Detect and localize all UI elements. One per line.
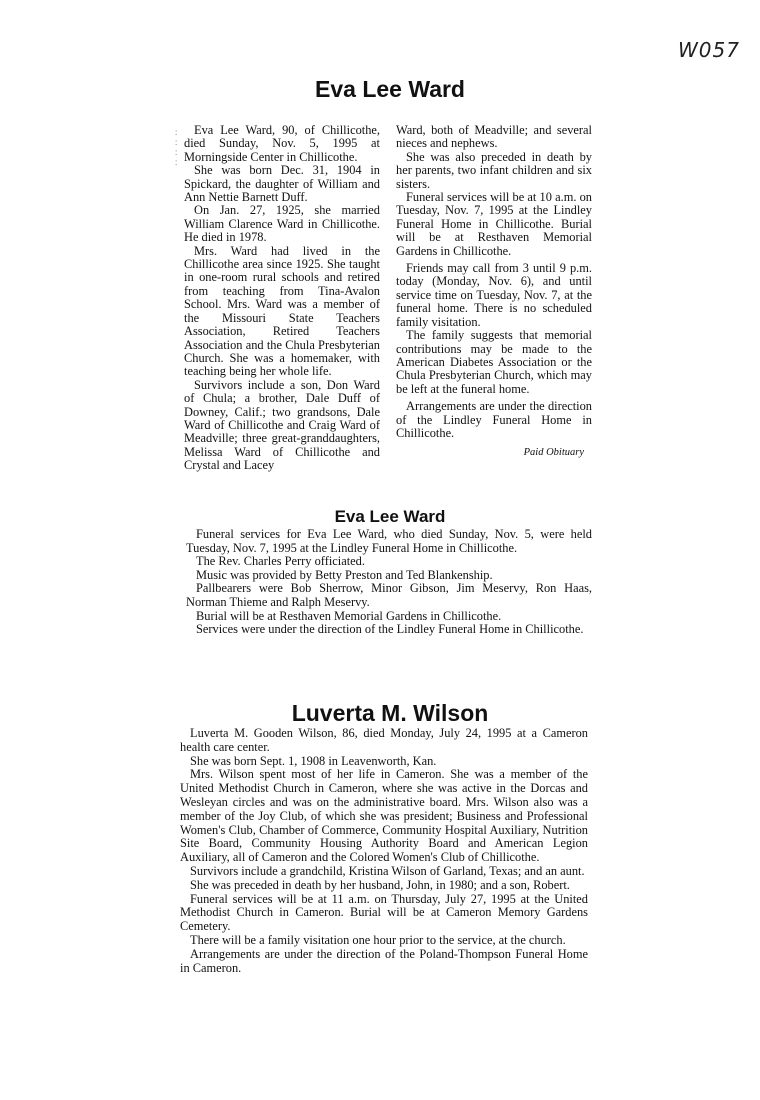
paragraph: Burial will be at Resthaven Memorial Gardens in Chillicothe. — [196, 608, 502, 623]
paragraph: Arrangements are under the direction of the Poland-Thompson Funeral Home in Cameron. — [180, 946, 588, 975]
paragraph: Pallbearers were Bob Sherrow, Minor Gibson, Jim Meservy, Ron Haas, Norman Thieme and Ralph Meservy. — [186, 581, 592, 609]
margin-marks: : : : : — [175, 128, 178, 167]
paragraph: On Jan. 27, 1925, she married William Clarence Ward in Chillicothe. He died in 1978. — [184, 203, 380, 245]
paragraph: She was born Dec. 31, 1904 in Spickard, the daughter of William and Ann Nettie Barnett Duff. — [184, 163, 380, 205]
paragraph: Survivors include a grandchild, Kristina Wilson of Garland, Texas; and an aunt. — [190, 863, 585, 878]
paragraph: She was preceded in death by her husband, John, in 1980; and a son, Robert. — [190, 877, 570, 892]
obituary-luverta-wilson-body — [180, 727, 588, 975]
obituary-title-luverta-wilson: Luverta M. Wilson — [291, 700, 489, 726]
handwritten-page-code: W057 — [678, 38, 740, 62]
paragraph: Funeral services for Eva Lee Ward, who died Sunday, Nov. 5, were held Tuesday, Nov. 7, 1995 at the Lindley Funeral Home in Chillicothe. — [186, 527, 592, 555]
left-column — [184, 124, 380, 473]
paragraph: Music was provided by Betty Preston and Ted Blankenship. — [196, 567, 493, 582]
obituary-title-eva-lee-ward-services: Eva Lee Ward — [334, 507, 446, 526]
obituary-eva-lee-ward-body — [184, 124, 592, 473]
paragraph: Friends may call from 3 until 9 p.m. today (Monday, Nov. 6), and until service time on Tuesday, Nov. 7, at the funeral home. There is no scheduled family visitation. — [396, 261, 592, 329]
paragraph: Funeral services will be at 10 a.m. on Tuesday, Nov. 7, 1995 at the Lindley Funeral Home in Chillicothe. Burial will be at Resthaven Memorial Gardens in Chillicothe. — [396, 190, 592, 258]
paragraph: Mrs. Wilson spent most of her life in Cameron. She was a member of the United Methodist Church in Cameron, where she was active in the Dorcas and Wesleyan circles and was on the administrative board. Mrs. Wilson also was a member of the Joy Club, of which she was president; Business and Professional Women's Club, Chamber of Commerce, Community Hospital Auxiliary, Nutrition Site Board, Community Housing Authority Board and American Legion Auxiliary, all of Cameron and the Colored Women's Club of Chillicothe. — [180, 767, 588, 865]
obituary-title-eva-lee-ward: Eva Lee Ward — [315, 76, 465, 102]
paragraph: She was born Sept. 1, 1908 in Leavenworth, Kan. — [190, 753, 437, 768]
paragraph: Survivors include a son, Don Ward of Chula; a brother, Dale Duff of Downey, Calif.; two grandsons, Dale Ward of Chillicothe and Craig Ward of Meadville; three great-granddaughters, Melissa Ward of Chillicothe and Crystal and Lacey — [184, 377, 380, 473]
paragraph: Mrs. Ward had lived in the Chillicothe area since 1925. She taught in one-room rural schools and retired from teaching from Tina-Avalon School. Mrs. Ward was a member of the Missouri State Teachers Association, Retired Teachers Association and the Chula Presbyterian Church. She was a homemaker, with teaching being her whole life. — [184, 243, 380, 379]
paragraph-continuation: Ward, both of Meadville; and several nieces and nephews. — [396, 123, 592, 151]
paragraph: The Rev. Charles Perry officiated. — [196, 554, 365, 569]
paragraph: Luverta M. Gooden Wilson, 86, died Monday, July 24, 1995 at a Cameron health care center. — [180, 726, 588, 754]
paragraph: Eva Lee Ward, 90, of Chillicothe, died Sunday, Nov. 5, 1995 at Morningside Center in Chillicothe. — [184, 123, 380, 164]
paragraph: Arrangements are under the direction of the Lindley Funeral Home in Chillicothe. — [396, 399, 592, 440]
obituary-eva-lee-ward-services-body — [186, 528, 592, 637]
paragraph: She was also preceded in death by her parents, two infant children and six sisters. — [396, 149, 592, 191]
right-column — [396, 124, 592, 473]
paragraph: There will be a family visitation one hour prior to the service, at the church. — [190, 932, 566, 947]
paragraph: Funeral services will be at 11 a.m. on Thursday, July 27, 1995 at the United Methodist Church in Cameron. Burial will be at Cameron Memory Gardens Cemetery. — [180, 891, 588, 934]
paragraph: Services were under the direction of the Lindley Funeral Home in Chillicothe. — [196, 622, 584, 637]
paid-obituary-label: Paid Obituary — [523, 447, 584, 459]
paragraph: The family suggests that memorial contributions may be made to the American Diabetes Association or the Chula Presbyterian Church, which may be left at the funeral home. — [396, 328, 592, 396]
